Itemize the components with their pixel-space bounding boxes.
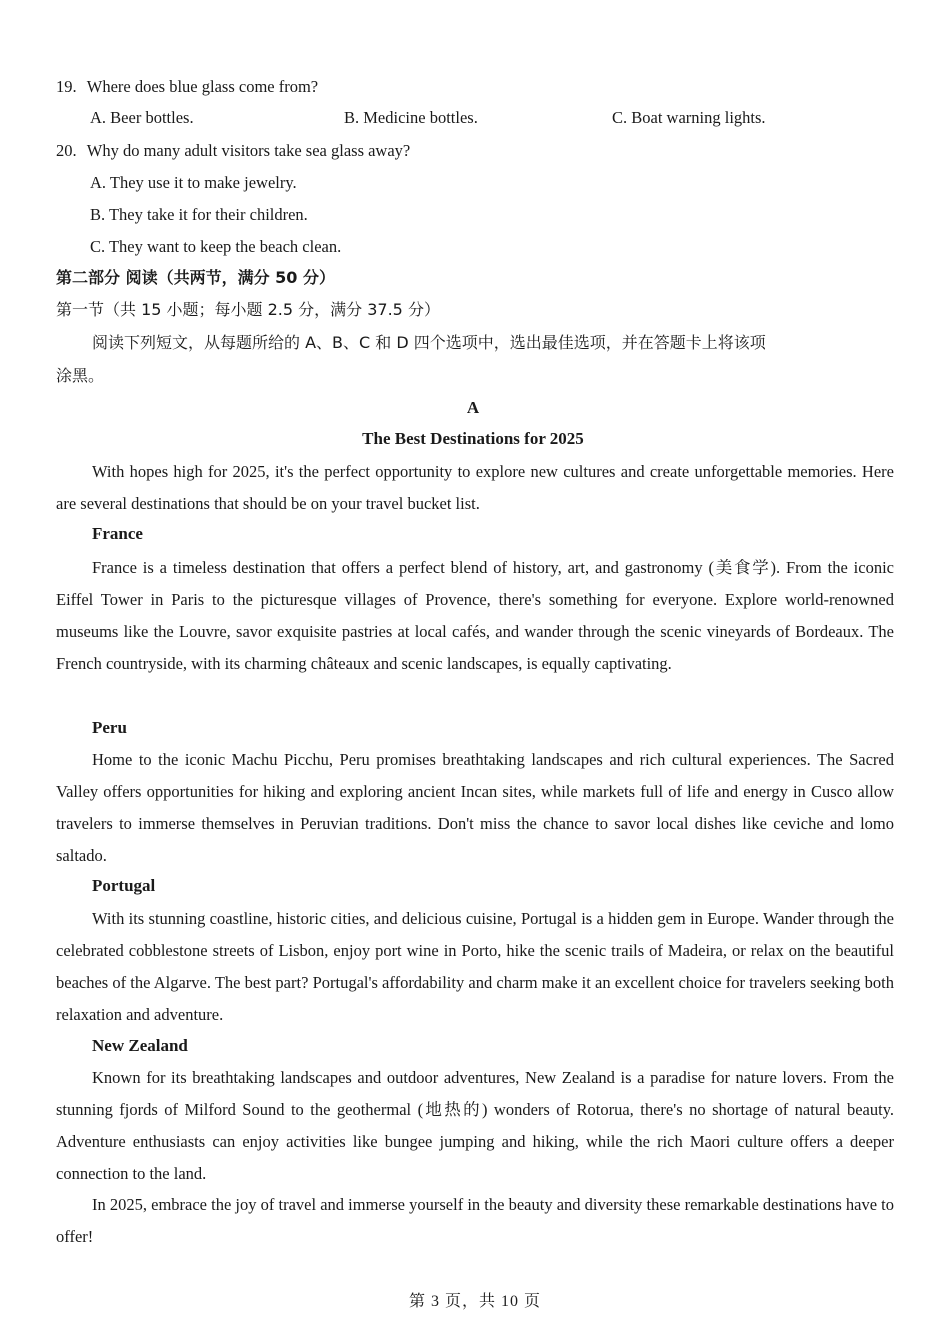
- part-title: 第二部分 阅读（共两节，满分 50 分）: [56, 268, 335, 287]
- destination-heading-france: France: [92, 524, 143, 543]
- paragraph-text: In 2025, embrace the joy of travel and immerse yourself in the beauty and diversity these remarkable destinations have to offer!: [56, 1195, 894, 1246]
- paragraph-text: France is a timeless destination that offers a perfect blend of history, art, and gastronomy (美食学). From the iconic Eiffel Tower in Paris to the picturesque villages of Provence, there's something for everyone. Explore world-renowned museums like the Louvre, savor exquisite pastries at local cafés, and wander through the scenic vineyards of Bordeaux. The French countryside, with its charming châteaux and scenic landscapes, is equally captivating.: [56, 558, 894, 673]
- option-text: They take it for their children.: [108, 205, 308, 224]
- question-stem: Where does blue glass come from?: [86, 77, 319, 96]
- question-stem: Why do many adult visitors take sea glass away?: [86, 141, 411, 160]
- passage-title: The Best Destinations for 2025: [362, 429, 584, 448]
- question-number: 20.: [56, 141, 77, 160]
- option-text: They use it to make jewelry.: [109, 173, 297, 192]
- paragraph-text: With hopes high for 2025, it's the perfect opportunity to explore new cultures and create unforgettable memories. Here are several destinations that should be on your travel bucket list.: [56, 462, 894, 513]
- option-letter: A.: [90, 108, 107, 127]
- section-title: 第一节（共 15 小题；每小题 2.5 分，满分 37.5 分）: [56, 300, 440, 319]
- paragraph-text: With its stunning coastline, historic cities, and delicious cuisine, Portugal is a hidden gem in Europe. Wander through the celebrated cobblestone streets of Lisbon, enjoy port wine in Porto, hike the scenic trails of Madeira, or relax on the beautiful beaches of the Algarve. The best part? Portugal's affordability and charm make it an excellent choice for travelers seeking both relaxation and adventure.: [56, 909, 894, 1024]
- option-letter: B.: [90, 205, 106, 224]
- instruction-line-1: 阅读下列短文，从每题所给的 A、B、C 和 D 四个选项中，选出最佳选项，并在答题卡上将该项: [92, 333, 766, 352]
- option-letter: C.: [90, 237, 106, 256]
- destination-text-portugal: [56, 903, 894, 1031]
- option-text: Medicine bottles.: [363, 108, 478, 127]
- passage-intro: [56, 456, 894, 520]
- passage-closing: [56, 1189, 894, 1253]
- paragraph-text: Home to the iconic Machu Picchu, Peru promises breathtaking landscapes and rich cultural experiences. The Sacred Valley offers opportunities for hiking and exploring ancient Incan sites, while markets full of life and energy in Cusco allow travelers to immerse themselves in Peruvian traditions. Don't miss the chance to savor local dishes like ceviche and lomo saltado.: [56, 750, 894, 865]
- question-19: [56, 77, 318, 97]
- option-19-a: [90, 108, 194, 128]
- destination-heading-peru: Peru: [92, 718, 127, 737]
- option-20-c: [90, 237, 341, 257]
- option-19-b: [344, 108, 478, 128]
- option-20-a: [90, 173, 297, 193]
- destination-heading-portugal: Portugal: [92, 876, 156, 895]
- option-20-b: [90, 205, 308, 225]
- option-letter: C.: [612, 108, 628, 127]
- instruction-line-2: 涂黑。: [56, 366, 105, 385]
- destination-heading-new-zealand: New Zealand: [92, 1036, 188, 1055]
- option-letter: B.: [344, 108, 360, 127]
- option-letter: A.: [90, 173, 107, 192]
- destination-text-new-zealand: [56, 1062, 894, 1190]
- passage-label: A: [466, 398, 480, 417]
- option-text: Beer bottles.: [110, 108, 194, 127]
- question-20: [56, 141, 410, 161]
- page-number: 第 3 页，共 10 页: [408, 1293, 541, 1310]
- destination-text-france: [56, 552, 894, 680]
- option-text: Boat warning lights.: [631, 108, 766, 127]
- question-number: 19.: [56, 77, 77, 96]
- paragraph-text: Known for its breathtaking landscapes and outdoor adventures, New Zealand is a paradise for nature lovers. From the stunning fjords of Milford Sound to the geothermal (地热的) wonders of Rotorua, there's no shortage of natural beauty. Adventure enthusiasts can enjoy activities like bungee jumping and hiking, while the rich Maori culture offers a deeper connection to the land.: [56, 1068, 894, 1183]
- option-text: They want to keep the beach clean.: [108, 237, 342, 256]
- destination-text-peru: [56, 744, 894, 872]
- option-19-c: [612, 108, 766, 128]
